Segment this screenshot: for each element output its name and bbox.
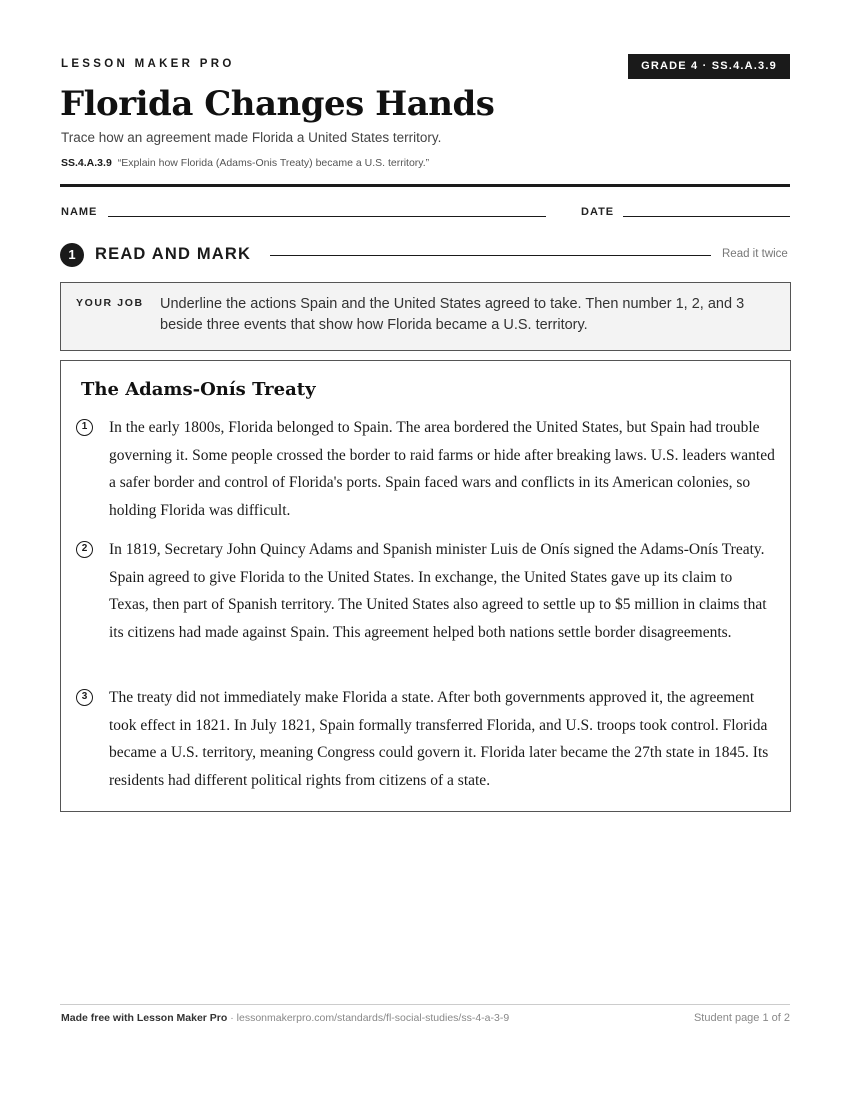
footer-divider <box>60 1004 790 1005</box>
date-label: DATE <box>581 206 615 218</box>
brand-name: LESSON MAKER PRO <box>61 58 235 70</box>
paragraph-text: The treaty did not immediately make Florida a state. After both governments approved it, the agreement took effect in 1821. In July 1821, Spain formally transferred Florida, and U.S. troops took control. Florida became a U.S. territory, meaning Congress could govern it. Florida later became the 27th state in 1845. Its residents had different political rights from citizens of a state. <box>109 689 769 789</box>
grade-badge: GRADE 4 · SS.4.A.3.9 <box>628 54 790 79</box>
standard-line <box>61 157 429 169</box>
section-divider <box>270 255 711 256</box>
footer-credit <box>61 1012 509 1024</box>
page-title: Florida Changes Hands <box>60 84 495 124</box>
section-hint: Read it twice <box>722 248 788 260</box>
footer-made-with: Made free with Lesson Maker Pro <box>61 1012 228 1024</box>
paragraph-number-badge: 2 <box>76 541 93 558</box>
section-number-badge: 1 <box>60 243 84 267</box>
your-job-text: Underline the actions Spain and the United States agreed to take. Then number 1, 2, and 3 beside three events that show how Florida became a U.S. territory. <box>160 296 745 333</box>
paragraph-number-badge: 1 <box>76 419 93 436</box>
your-job-box <box>60 282 791 351</box>
date-field-line[interactable] <box>623 216 790 217</box>
footer-url[interactable]: lessonmakerpro.com/standards/fl-social-studies/ss-4-a-3-9 <box>236 1012 510 1024</box>
page-subtitle: Trace how an agreement made Florida a United States territory. <box>61 130 442 145</box>
footer-page-number: Student page 1 of 2 <box>693 1012 790 1024</box>
paragraph-text: In 1819, Secretary John Quincy Adams and Spanish minister Luis de Onís signed the Adams-Onís Treaty. Spain agreed to give Florida to the United States. In exchange, the United States gave up its claim to Texas, then part of Spanish territory. The United States also agreed to settle up to $5 million in claims that its citizens had made against Spain. This agreement helped both nations settle border disagreements. <box>109 541 767 641</box>
paragraph-text: In the early 1800s, Florida belonged to Spain. The area bordered the United States, but Spain had trouble governing it. Some people crossed the border to raid farms or hide after breaking laws. U.S. leaders wanted a safer border and control of Florida's ports. Spain faced wars and conflicts in its American colonies, so holding Florida was difficult. <box>109 419 775 519</box>
footer-separator: · <box>227 1012 237 1024</box>
reading-title: The Adams-Onís Treaty <box>81 379 316 400</box>
header-divider <box>60 184 790 187</box>
paragraph-number-badge: 3 <box>76 689 93 706</box>
your-job-label: YOUR JOB <box>76 297 144 309</box>
section-title: READ AND MARK <box>95 245 252 263</box>
name-label: NAME <box>61 206 98 218</box>
standard-quote: “Explain how Florida (Adams-Onis Treaty) became a U.S. territory.” <box>117 157 430 169</box>
name-field-line[interactable] <box>108 216 546 217</box>
standard-code: SS.4.A.3.9 <box>61 157 112 169</box>
reading-passage-box <box>60 360 791 812</box>
